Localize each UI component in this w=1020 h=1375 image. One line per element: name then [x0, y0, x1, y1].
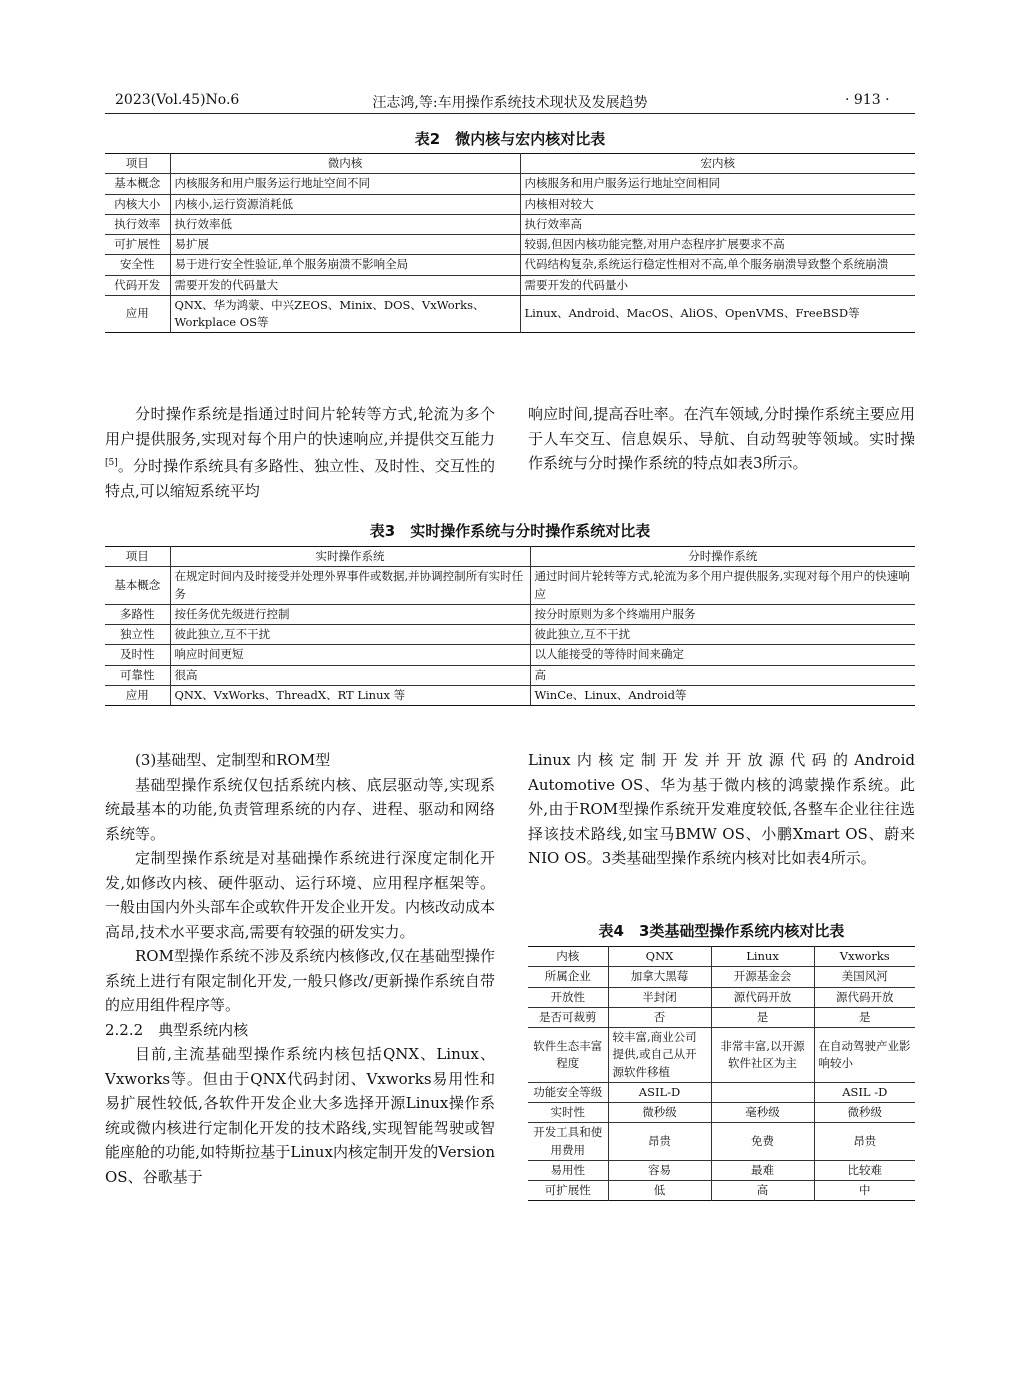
table2-cell: 需要开发的代码量小 — [520, 275, 915, 295]
table3 — [105, 546, 915, 706]
table4-cell: 最难 — [711, 1160, 814, 1180]
table4-col-header: Vxworks — [814, 947, 915, 967]
table4-cell: 加拿大黑莓 — [608, 967, 711, 987]
table2-cell: 安全性 — [105, 255, 170, 275]
table3-cell: 通过时间片轮转等方式,轮流为多个用户提供服务,实现对每个用户的快速响应 — [530, 567, 915, 605]
table2-cell: 内核大小 — [105, 194, 170, 214]
table4-header-row — [528, 947, 915, 967]
table4-cell: 所属企业 — [528, 967, 608, 987]
table3-cell: 按分时原则为多个终端用户服务 — [530, 604, 915, 624]
table2-cell: 内核相对较大 — [520, 194, 915, 214]
header-rule — [105, 113, 915, 114]
table4-cell: 低 — [608, 1181, 711, 1201]
table3-cell: 独立性 — [105, 625, 170, 645]
table-row — [528, 987, 915, 1007]
table3-cell: 在规定时间内及时接受并处理外界事件或数据,并协调控制所有实时任务 — [170, 567, 530, 605]
table4-cell: 是否可裁剪 — [528, 1007, 608, 1027]
table4-cell: ASIL -D — [814, 1082, 915, 1102]
table2-cell: QNX、华为鸿蒙、中兴ZEOS、Minix、DOS、VxWorks、Workplace OS等 — [170, 295, 520, 333]
table3-cell: 及时性 — [105, 645, 170, 665]
table2-cell: 应用 — [105, 295, 170, 333]
paragraph-time-sharing-cont — [528, 402, 915, 476]
table3-cell: 以人能接受的等待时间来确定 — [530, 645, 915, 665]
table-row — [528, 1181, 915, 1201]
page-number: · 913 · — [845, 92, 890, 108]
table4-cell: 半封闭 — [608, 987, 711, 1007]
table4-cell: 易用性 — [528, 1160, 608, 1180]
table4-cell: 开源基金会 — [711, 967, 814, 987]
right-column-text — [528, 748, 915, 871]
paragraph-text: 基础型操作系统仅包括系统内核、底层驱动等,实现系统最基本的功能,负责管理系统的内存、进程、驱动和网络系统等。 — [105, 775, 495, 843]
table3-cell: QNX、VxWorks、ThreadX、RT Linux 等 — [170, 685, 530, 705]
table4-cell: 否 — [608, 1007, 711, 1027]
table4-cell: 功能安全等级 — [528, 1082, 608, 1102]
table-row — [105, 685, 915, 705]
table4-cell — [711, 1082, 814, 1102]
left-column-text — [105, 748, 495, 1189]
table4-cell: ASIL-D — [608, 1082, 711, 1102]
table-row — [105, 665, 915, 685]
table2-cell: 基本概念 — [105, 174, 170, 194]
table3-col-header: 实时操作系统 — [170, 547, 530, 567]
table4-cell: 开放性 — [528, 987, 608, 1007]
table-row — [528, 1082, 915, 1102]
table4-cell: 高 — [711, 1181, 814, 1201]
table-row — [105, 567, 915, 605]
table2-cell: 可扩展性 — [105, 235, 170, 255]
table2-cell: 执行效率 — [105, 214, 170, 234]
table4-cell: 在自动驾驶产业影响较小 — [814, 1028, 915, 1083]
table4-cell: 源代码开放 — [711, 987, 814, 1007]
table2-cell: 需要开发的代码量大 — [170, 275, 520, 295]
table-row — [105, 214, 915, 234]
paragraph-time-sharing — [105, 402, 495, 503]
table4-cell: 是 — [814, 1007, 915, 1027]
paragraph-text: Linux内核定制开发并开放源代码的Android Automotive OS、华为基于微内核的鸿蒙操作系统。此外,由于ROM型操作系统开发难度较低,各整车企业往往选择该技术路线,如宝马BMW OS、小鹏Xmart OS、蔚来NIO OS。3类基础型操作系统内核对比如表4所示。 — [528, 751, 915, 867]
table4-cell: 软件生态丰富程度 — [528, 1028, 608, 1083]
table2-cell: 执行效率低 — [170, 214, 520, 234]
table3-cell: 彼此独立,互不干扰 — [530, 625, 915, 645]
table4-cell: 源代码开放 — [814, 987, 915, 1007]
table4-cell: 美国风河 — [814, 967, 915, 987]
table4-cell: 开发工具和使用费用 — [528, 1123, 608, 1161]
table4-cell: 可扩展性 — [528, 1181, 608, 1201]
table3-cell: 彼此独立,互不干扰 — [170, 625, 530, 645]
table-row — [528, 1028, 915, 1083]
table-row — [528, 1103, 915, 1123]
table2-cell: Linux、Android、MacOS、AliOS、OpenVMS、FreeBSD等 — [520, 295, 915, 333]
table2-col-header: 项目 — [105, 154, 170, 174]
table2-caption: 表2 微内核与宏内核对比表 — [414, 130, 606, 148]
table-row — [105, 255, 915, 275]
table4-col-header: QNX — [608, 947, 711, 967]
table-row — [528, 1160, 915, 1180]
journal-issue: 2023(Vol.45)No.6 — [115, 92, 240, 108]
table-row — [105, 295, 915, 333]
table-row — [105, 194, 915, 214]
paragraph-text: 响应时间,提高吞吐率。在汽车领域,分时操作系统主要应用于人车交互、信息娱乐、导航、自动驾驶等领域。实时操作系统与分时操作系统的特点如表3所示。 — [528, 405, 915, 472]
table-row — [105, 174, 915, 194]
table2-cell: 内核小,运行资源消耗低 — [170, 194, 520, 214]
table-row — [105, 645, 915, 665]
table-row — [528, 1123, 915, 1161]
table2-cell: 较弱,但因内核功能完整,对用户态程序扩展要求不高 — [520, 235, 915, 255]
table4-cell: 是 — [711, 1007, 814, 1027]
table4 — [528, 946, 915, 1201]
table-row — [105, 235, 915, 255]
table4-cell: 中 — [814, 1181, 915, 1201]
table3-cell: 应用 — [105, 685, 170, 705]
table4-cell: 昂贵 — [608, 1123, 711, 1161]
table2-col-header: 宏内核 — [520, 154, 915, 174]
section-heading: 2.2.2 典型系统内核 — [105, 1020, 249, 1039]
table4-cell: 较丰富,商业公司提供,或自己从开源软件移植 — [608, 1028, 711, 1083]
paragraph-text: ROM型操作系统不涉及系统内核修改,仅在基础型操作系统上进行有限定制化开发,一般只修改/更新操作系统自带的应用组件程序等。 — [105, 947, 495, 1014]
table3-cell: 多路性 — [105, 604, 170, 624]
table4-cell: 非常丰富,以开源软件社区为主 — [711, 1028, 814, 1083]
table4-col-header: Linux — [711, 947, 814, 967]
subheading: (3)基础型、定制型和ROM型 — [135, 751, 331, 769]
table-row — [528, 1007, 915, 1027]
table2-cell: 易于进行安全性验证,单个服务崩溃不影响全局 — [170, 255, 520, 275]
table4-cell: 容易 — [608, 1160, 711, 1180]
table-row — [105, 625, 915, 645]
table-row — [105, 604, 915, 624]
table3-col-header: 分时操作系统 — [530, 547, 915, 567]
table2-cell: 内核服务和用户服务运行地址空间相同 — [520, 174, 915, 194]
table3-cell: 基本概念 — [105, 567, 170, 605]
table2-cell: 执行效率高 — [520, 214, 915, 234]
table3-cell: WinCe、Linux、Android等 — [530, 685, 915, 705]
table2-header-row — [105, 154, 915, 174]
table4-cell: 微秒级 — [608, 1103, 711, 1123]
table2-col-header: 微内核 — [170, 154, 520, 174]
table3-cell: 响应时间更短 — [170, 645, 530, 665]
table4-col-header: 内核 — [528, 947, 608, 967]
table3-col-header: 项目 — [105, 547, 170, 567]
paragraph-text: 。分时操作系统具有多路性、独立性、及时性、交互性的特点,可以缩短系统平均 — [105, 457, 495, 500]
table4-cell: 比较难 — [814, 1160, 915, 1180]
table4-cell: 微秒级 — [814, 1103, 915, 1123]
table2 — [105, 153, 915, 333]
paragraph-text: 目前,主流基础型操作系统内核包括QNX、Linux、Vxworks等。但由于QNX代码封闭、Vxworks易用性和易扩展性较低,各软件开发企业大多选择开源Linux操作系统或微内核进行定制化开发的技术路线,实现智能驾驶或智能座舱的功能,如特斯拉基于Linux内核定制开发的Version OS、谷歌基于 — [105, 1045, 495, 1186]
table-row — [105, 275, 915, 295]
table3-header-row — [105, 547, 915, 567]
table2-cell: 代码结构复杂,系统运行稳定性相对不高,单个服务崩溃导致整个系统崩溃 — [520, 255, 915, 275]
table-row — [528, 967, 915, 987]
table4-cell: 实时性 — [528, 1103, 608, 1123]
table3-cell: 高 — [530, 665, 915, 685]
table3-cell: 很高 — [170, 665, 530, 685]
table4-cell: 毫秒级 — [711, 1103, 814, 1123]
paragraph-text: 定制型操作系统是对基础操作系统进行深度定制化开发,如修改内核、硬件驱动、运行环境、应用程序框架等。一般由国内外头部车企或软件开发企业开发。内核改动成本高昂,技术水平要求高,需要有较强的研发实力。 — [105, 849, 496, 941]
table4-cell: 免费 — [711, 1123, 814, 1161]
citation: [5] — [105, 458, 118, 468]
table4-caption: 表4 3类基础型操作系统内核对比表 — [598, 922, 845, 940]
paragraph-text: 分时操作系统是指通过时间片轮转等方式,轮流为多个用户提供服务,实现对每个用户的快速响应,并提供交互能力 — [105, 405, 495, 448]
table2-cell: 代码开发 — [105, 275, 170, 295]
table3-cell: 按任务优先级进行控制 — [170, 604, 530, 624]
running-title: 汪志鸿,等:车用操作系统技术现状及发展趋势 — [372, 95, 648, 111]
table3-cell: 可靠性 — [105, 665, 170, 685]
table4-cell: 昂贵 — [814, 1123, 915, 1161]
table2-cell: 内核服务和用户服务运行地址空间不同 — [170, 174, 520, 194]
table2-cell: 易扩展 — [170, 235, 520, 255]
table3-caption: 表3 实时操作系统与分时操作系统对比表 — [369, 522, 651, 540]
